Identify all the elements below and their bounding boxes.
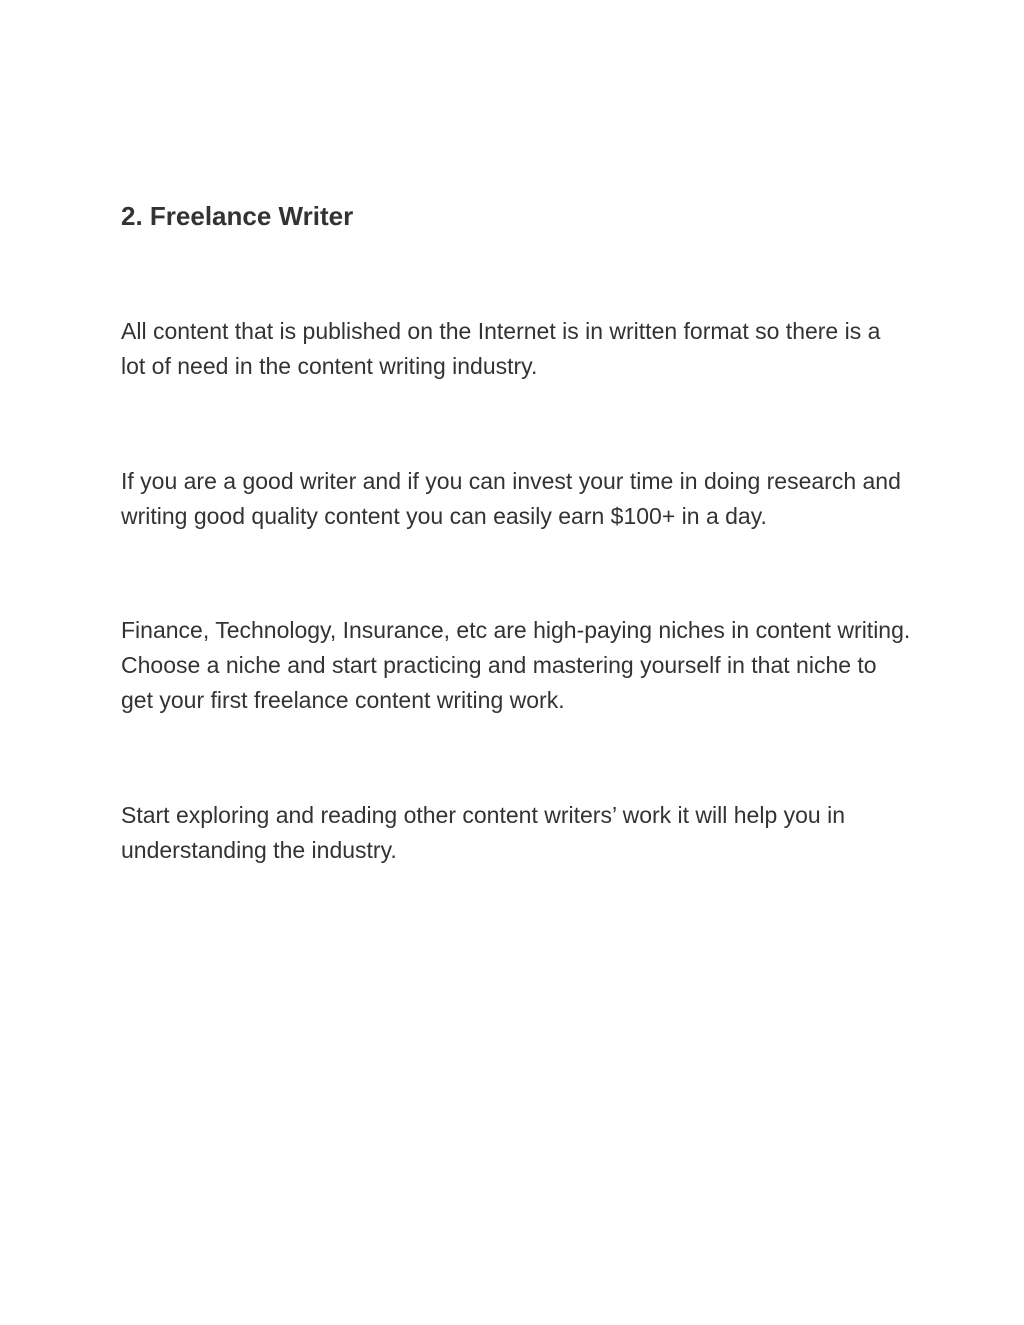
paragraph-2: If you are a good writer and if you can invest your time in doing research and writing good quality content you can easily earn $100+ in a day. bbox=[121, 468, 901, 529]
section-heading: 2. Freelance Writer bbox=[121, 201, 354, 231]
document-page bbox=[121, 197, 911, 868]
paragraph-1: All content that is published on the Internet is in written format so there is a lot of need in the content writing industry. bbox=[121, 318, 881, 379]
paragraph-3: Finance, Technology, Insurance, etc are high-paying niches in content writing. Choose a niche and start practicing and mastering yourself in that niche to get your first freelance content writing work. bbox=[121, 617, 911, 713]
paragraph-4: Start exploring and reading other content writers’ work it will help you in understanding the industry. bbox=[121, 802, 846, 863]
